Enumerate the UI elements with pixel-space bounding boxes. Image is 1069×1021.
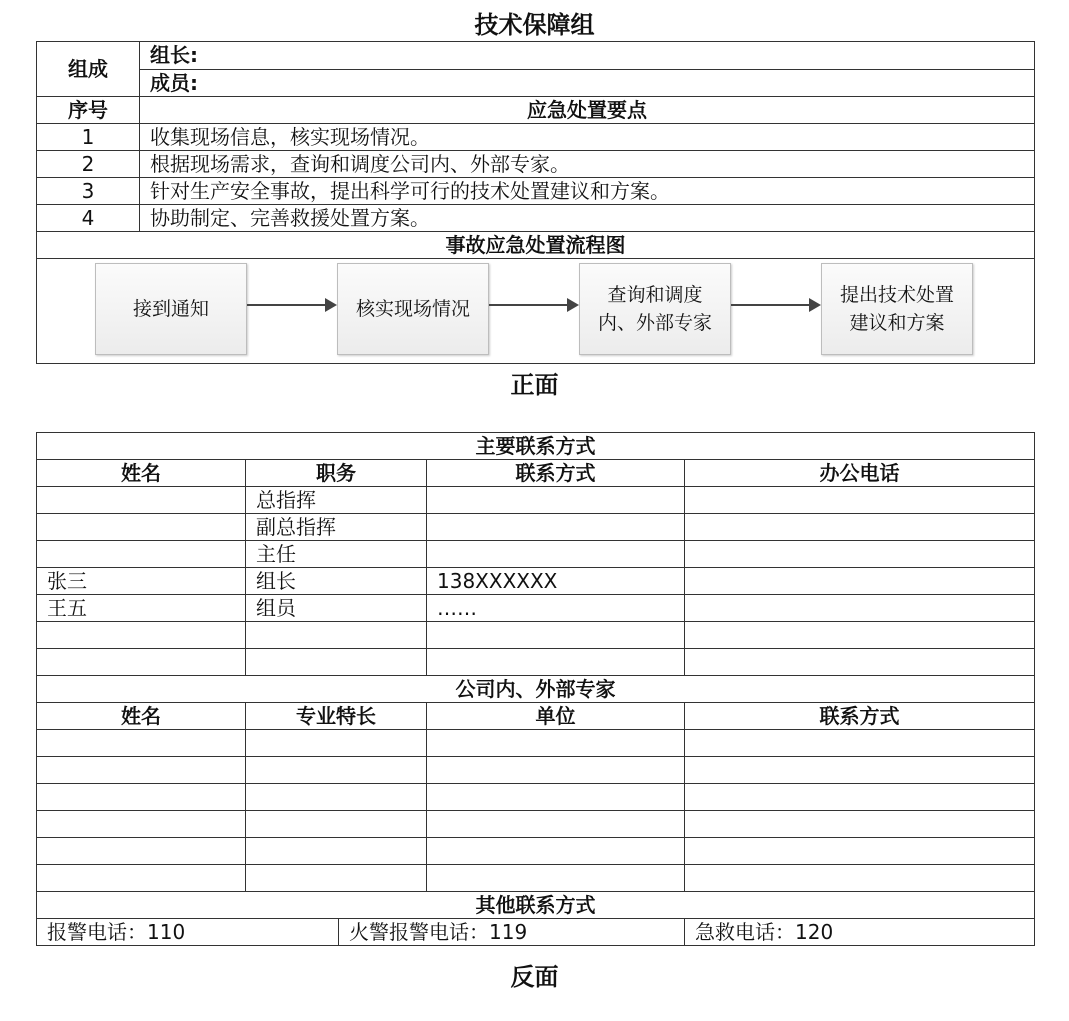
point-text: 协助制定、完善救援处置方案。: [140, 205, 1035, 232]
contact-name: [37, 622, 246, 649]
contact-name: 王五: [37, 595, 246, 622]
contact-contact: 138XXXXXX: [427, 568, 685, 595]
point-row: [37, 151, 1035, 178]
police-phone: 报警电话：110: [37, 919, 339, 946]
flow-step-receive-notice: 接到通知: [95, 263, 247, 355]
contact-row: [37, 568, 1035, 595]
contacts-header-name: 姓名: [37, 460, 246, 487]
expert-specialty: [246, 730, 427, 757]
expert-unit: [427, 865, 685, 892]
contact-name: [37, 649, 246, 676]
flow-arrow-icon: [489, 304, 577, 306]
expert-unit: [427, 784, 685, 811]
contact-phone: [685, 595, 1035, 622]
contact-contact: [427, 622, 685, 649]
contact-name: 张三: [37, 568, 246, 595]
contact-role: [246, 649, 427, 676]
contact-role: [246, 622, 427, 649]
contact-role: 副总指挥: [246, 514, 427, 541]
point-row: [37, 178, 1035, 205]
point-no: 3: [37, 178, 140, 205]
contact-phone: [685, 487, 1035, 514]
contact-row: [37, 487, 1035, 514]
contact-name: [37, 514, 246, 541]
experts-header-name: 姓名: [37, 703, 246, 730]
contact-contact: ……: [427, 595, 685, 622]
point-no: 1: [37, 124, 140, 151]
expert-unit: [427, 838, 685, 865]
point-no: 4: [37, 205, 140, 232]
contact-row: [37, 649, 1035, 676]
point-row: [37, 205, 1035, 232]
contact-phone: [685, 622, 1035, 649]
contacts-title: 主要联系方式: [37, 433, 1035, 460]
contact-role: 主任: [246, 541, 427, 568]
flow-arrow-icon: [731, 304, 819, 306]
contacts-header-contact: 联系方式: [427, 460, 685, 487]
flow-step-query-experts: 查询和调度 内、外部专家: [579, 263, 731, 355]
expert-row: [37, 811, 1035, 838]
expert-contact: [685, 838, 1035, 865]
expert-contact: [685, 811, 1035, 838]
contact-phone: [685, 541, 1035, 568]
expert-unit: [427, 757, 685, 784]
contacts-header-role: 职务: [246, 460, 427, 487]
expert-unit: [427, 811, 685, 838]
expert-name: [37, 811, 246, 838]
contact-row: [37, 514, 1035, 541]
contact-contact: [427, 541, 685, 568]
contact-role: 组长: [246, 568, 427, 595]
back-table: [36, 432, 1035, 946]
flow-step-verify-site: 核实现场情况: [337, 263, 489, 355]
contact-phone: [685, 568, 1035, 595]
expert-name: [37, 784, 246, 811]
contact-role: 总指挥: [246, 487, 427, 514]
expert-specialty: [246, 865, 427, 892]
expert-unit: [427, 730, 685, 757]
contact-row: [37, 595, 1035, 622]
flow-title: 事故应急处置流程图: [37, 232, 1035, 259]
contact-role: 组员: [246, 595, 427, 622]
contact-row: [37, 541, 1035, 568]
point-text: 针对生产安全事故，提出科学可行的技术处置建议和方案。: [140, 178, 1035, 205]
point-text: 收集现场信息，核实现场情况。: [140, 124, 1035, 151]
contact-contact: [427, 649, 685, 676]
expert-specialty: [246, 838, 427, 865]
contact-phone: [685, 649, 1035, 676]
expert-row: [37, 784, 1035, 811]
back-caption: 反面: [510, 963, 559, 991]
expert-row: [37, 757, 1035, 784]
expert-contact: [685, 757, 1035, 784]
contact-name: [37, 541, 246, 568]
expert-specialty: [246, 784, 427, 811]
contact-row: [37, 622, 1035, 649]
experts-header-contact: 联系方式: [685, 703, 1035, 730]
ambulance-phone: 急救电话：120: [685, 919, 1035, 946]
expert-contact: [685, 784, 1035, 811]
expert-specialty: [246, 757, 427, 784]
point-text: 根据现场需求，查询和调度公司内、外部专家。: [140, 151, 1035, 178]
col-header-points: 应急处置要点: [140, 97, 1035, 124]
contact-contact: [427, 514, 685, 541]
experts-title: 公司内、外部专家: [37, 676, 1035, 703]
fire-phone: 火警报警电话：119: [339, 919, 685, 946]
members-label: 成员:: [140, 69, 1035, 97]
expert-row: [37, 730, 1035, 757]
front-table: [36, 41, 1035, 364]
front-caption: 正面: [510, 371, 559, 399]
experts-header-unit: 单位: [427, 703, 685, 730]
expert-name: [37, 865, 246, 892]
expert-name: [37, 838, 246, 865]
contact-contact: [427, 487, 685, 514]
expert-name: [37, 730, 246, 757]
expert-contact: [685, 865, 1035, 892]
flow-chart: [37, 259, 1035, 364]
expert-row: [37, 838, 1035, 865]
flow-arrow-icon: [247, 304, 335, 306]
contacts-header-phone: 办公电话: [685, 460, 1035, 487]
group-label: 组成: [37, 42, 140, 97]
expert-row: [37, 865, 1035, 892]
point-no: 2: [37, 151, 140, 178]
expert-name: [37, 757, 246, 784]
experts-header-specialty: 专业特长: [246, 703, 427, 730]
leader-label: 组长:: [140, 42, 1035, 70]
other-title: 其他联系方式: [37, 892, 1035, 919]
expert-contact: [685, 730, 1035, 757]
contact-phone: [685, 514, 1035, 541]
flow-step-propose-plan: 提出技术处置 建议和方案: [821, 263, 973, 355]
expert-specialty: [246, 811, 427, 838]
col-header-no: 序号: [37, 97, 140, 124]
contact-name: [37, 487, 246, 514]
point-row: [37, 124, 1035, 151]
front-title: 技术保障组: [474, 11, 595, 39]
